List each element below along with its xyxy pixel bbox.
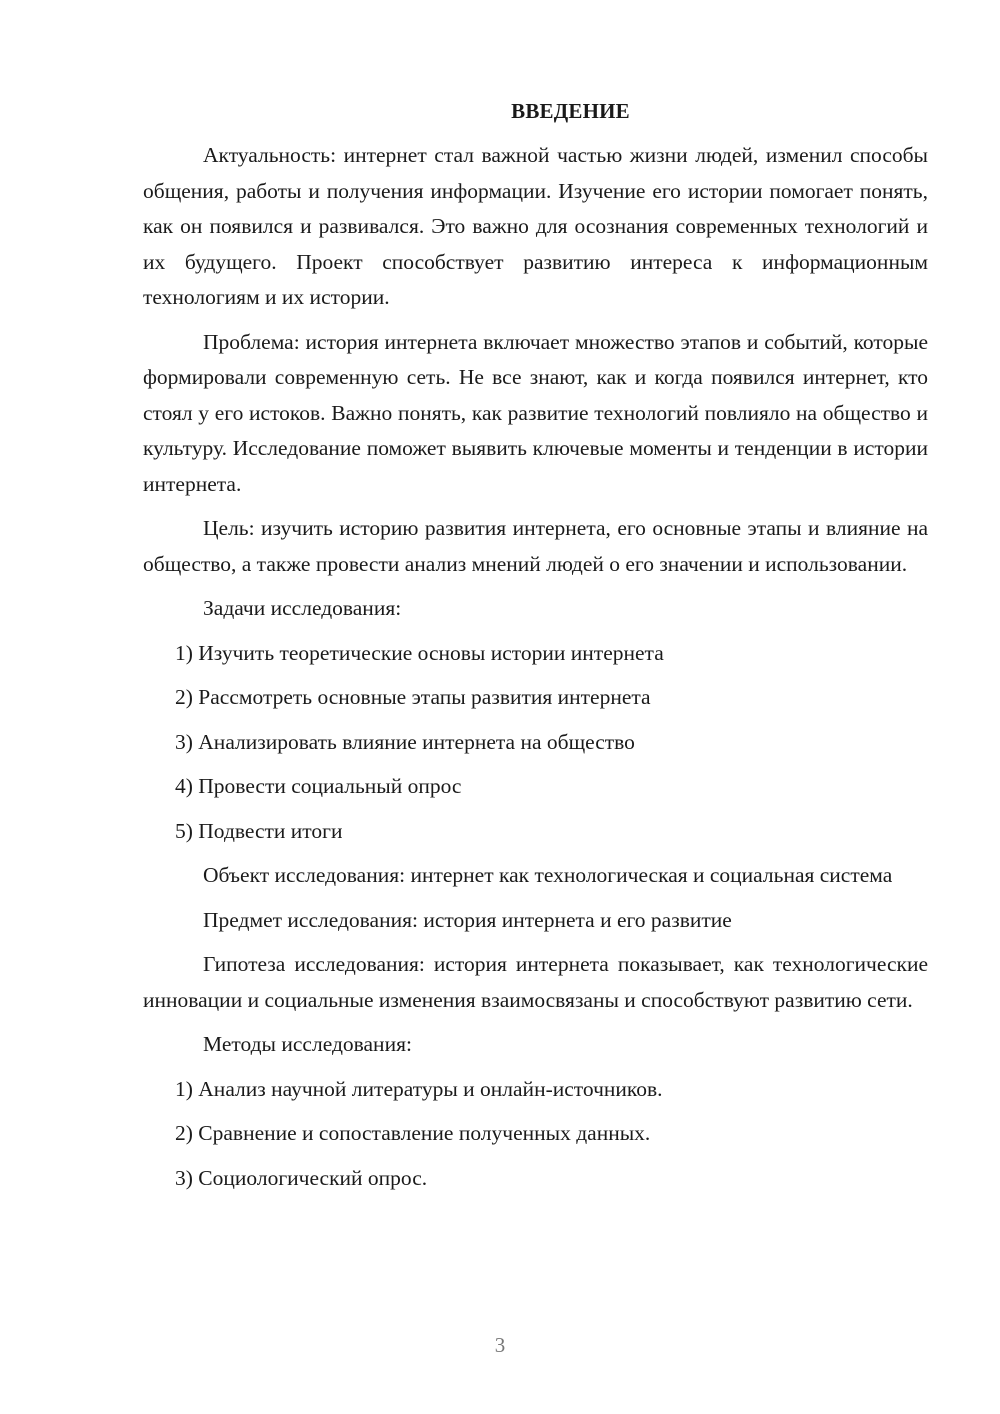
problem-paragraph: Проблема: история интернета включает множество этапов и событий, которые формировали современную сеть. Не все знают, как и когда появился интернет, кто стоял у его истоков. Важно понять, как развитие технологий повлияло на общество и культуру. Исследование поможет выявить ключевые моменты и тенденции в истории интернета. [143, 329, 928, 496]
methods-list [143, 1072, 928, 1197]
subject-paragraph: Предмет исследования: история интернета и его развитие [203, 907, 732, 932]
tasks-heading: Задачи исследования: [203, 596, 402, 620]
task-item: 3) Анализировать влияние интернета на общество [175, 729, 635, 754]
goal-paragraph: Цель: изучить историю развития интернета, его основные этапы и влияние на общество, а также провести анализ мнений людей о его значении и использовании. [143, 516, 928, 576]
task-item: 1) Изучить теоретические основы истории интернета [175, 640, 664, 665]
hypothesis-paragraph: Гипотеза исследования: история интернета показывает, как технологические инновации и социальные изменения взаимосвязаны и способствуют развитию сети. [143, 952, 928, 1012]
section-title: ВВЕДЕНИЕ [511, 99, 630, 123]
method-item: 1) Анализ научной литературы и онлайн-источников. [175, 1076, 663, 1101]
task-item: 2) Рассмотреть основные этапы развития интернета [175, 685, 651, 709]
method-item: 2) Сравнение и сопоставление полученных данных. [175, 1121, 651, 1145]
method-item: 3) Социологический опрос. [175, 1165, 428, 1190]
task-item: 4) Провести социальный опрос [175, 774, 462, 798]
task-item: 5) Подвести итоги [175, 818, 343, 843]
document-page [143, 96, 928, 1205]
page-number: 3 [494, 1333, 506, 1357]
tasks-list [143, 636, 928, 850]
object-paragraph: Объект исследования: интернет как технологическая и социальная система [203, 863, 893, 887]
relevance-paragraph: Актуальность: интернет стал важной частью жизни людей, изменил способы общения, работы и получения информации. Изучение его истории помогает понять, как он появился и развивался. Это важно для осознания современных технологий и их будущего. Проект способствует развитию интереса к информационным технологиям и их истории. [143, 143, 928, 309]
methods-heading: Методы исследования: [203, 1032, 412, 1056]
